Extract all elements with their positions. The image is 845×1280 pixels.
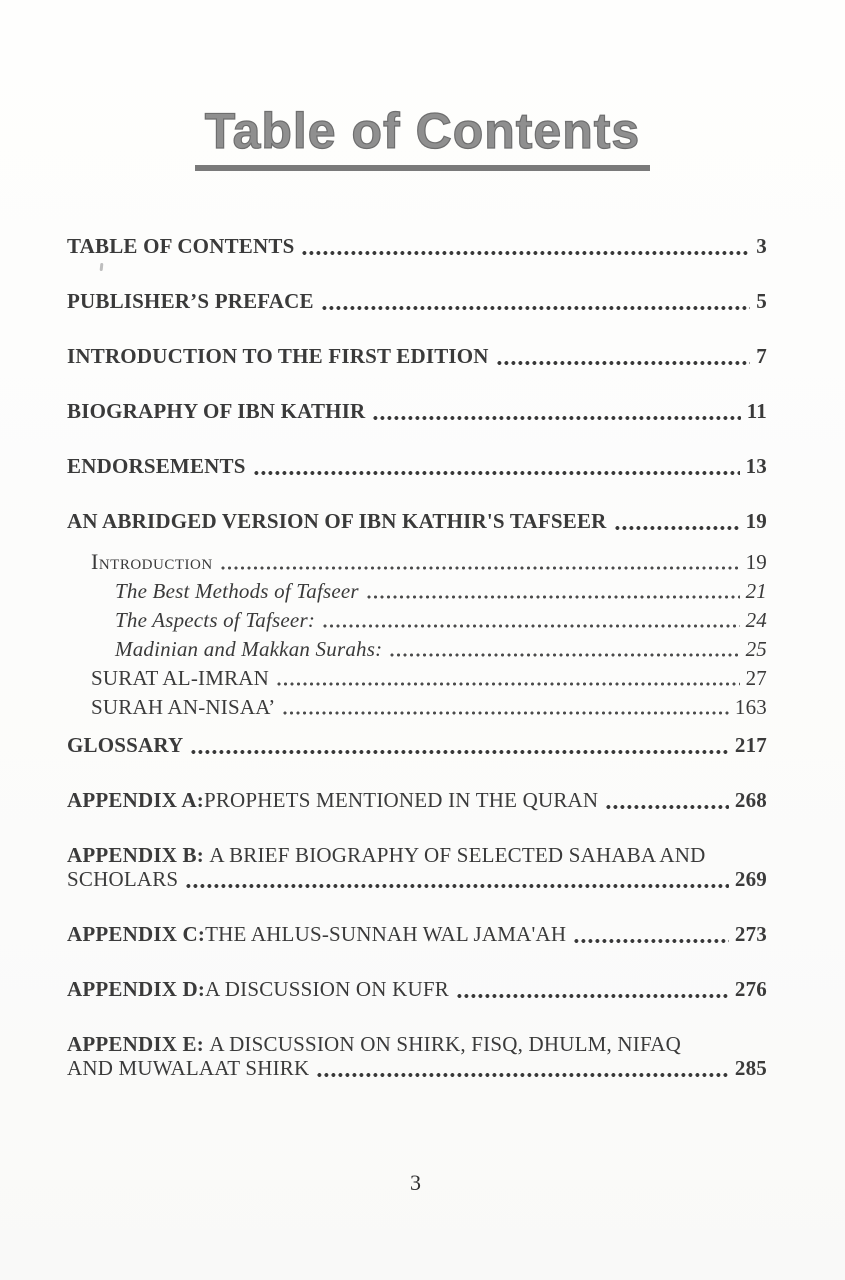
dot-leader	[221, 565, 740, 571]
toc-entry-line	[115, 579, 767, 603]
toc-entry	[67, 1032, 767, 1080]
toc-entry-label: ENDORSEMENTS	[67, 454, 246, 478]
toc-entry	[67, 344, 767, 368]
toc-entry-line	[67, 234, 767, 258]
toc-entry-label: AND MUWALAAT SHIRK	[67, 1056, 310, 1080]
toc-page-number: 163	[734, 695, 767, 719]
toc-entry-line	[115, 608, 767, 632]
toc-entry-label: SCHOLARS	[67, 867, 179, 891]
toc-entry	[115, 579, 767, 603]
toc-entry-label: The Aspects of Tafseer:	[115, 608, 316, 632]
toc-entry-label: BIOGRAPHY OF IBN KATHIR	[67, 399, 366, 423]
toc-entry-label: SURAH AN-NISAA’	[91, 695, 276, 719]
toc-entry-prefix: APPENDIX D:	[67, 977, 206, 1001]
toc-entry	[67, 399, 767, 423]
title-section	[0, 0, 845, 171]
toc-entry-label: GLOSSARY	[67, 733, 184, 757]
toc-entry-label: PROPHETS MENTIONED IN THE QURAN	[203, 788, 599, 812]
toc-page-number: 27	[745, 666, 767, 690]
dot-leader	[283, 710, 728, 716]
toc-entry-line	[91, 666, 767, 690]
toc-entry-line	[67, 344, 767, 368]
toc-entry-label: AN ABRIDGED VERSION OF IBN KATHIR'S TAFSEER	[67, 509, 607, 533]
dot-leader	[457, 993, 729, 999]
toc-page-number: 3	[756, 234, 767, 258]
toc-page-number: 11	[746, 399, 767, 423]
toc-entry-line	[67, 788, 767, 812]
dot-leader	[191, 749, 728, 755]
dot-leader	[186, 883, 729, 889]
toc-entry-label: PUBLISHER’S PREFACE	[67, 289, 314, 313]
toc-entry-prefix: APPENDIX A:	[67, 788, 204, 812]
dot-leader	[323, 623, 740, 629]
toc-entry-line2	[67, 867, 767, 891]
dot-leader	[367, 594, 740, 600]
toc-page-number: 5	[756, 289, 767, 313]
toc-entry	[67, 788, 767, 812]
toc-page-number: 25	[745, 637, 767, 661]
toc-entry-prefix: APPENDIX E:	[67, 1032, 204, 1056]
toc-page-number: 24	[745, 608, 767, 632]
page-number-footer: 3	[410, 1170, 421, 1195]
toc-entry-line	[67, 399, 767, 423]
toc-entry-line	[67, 922, 767, 946]
toc-entry-line	[67, 977, 767, 1001]
dot-leader	[322, 305, 751, 311]
toc-page-number: 21	[745, 579, 767, 603]
toc-entry	[91, 550, 767, 574]
toc-entry-prefix: APPENDIX C:	[67, 922, 206, 946]
toc-page-number: 13	[745, 454, 767, 478]
toc-entry-line	[67, 509, 767, 533]
toc-entry-line	[91, 550, 767, 574]
toc-entry-label: The Best Methods of Tafseer	[115, 579, 359, 603]
toc-page-number: 273	[734, 922, 767, 946]
dot-leader	[317, 1072, 729, 1078]
toc-entry-line2	[67, 1056, 767, 1080]
dot-leader	[606, 804, 729, 810]
toc-entry	[67, 509, 767, 533]
toc-page-number: 276	[734, 977, 767, 1001]
toc-entry	[67, 289, 767, 313]
toc-entry	[67, 843, 767, 891]
toc-entry	[67, 454, 767, 478]
toc-entry	[115, 637, 767, 661]
toc-entry-line	[115, 637, 767, 661]
dot-leader	[373, 415, 740, 421]
toc-page-number: 268	[734, 788, 767, 812]
dot-leader	[574, 938, 729, 944]
dot-leader	[390, 652, 739, 658]
toc-entry-line1	[67, 1032, 767, 1056]
toc-entry	[67, 234, 767, 258]
toc-entry-label: A DISCUSSION ON KUFR	[205, 977, 449, 1001]
dot-leader	[302, 250, 750, 256]
toc-entry-line	[91, 695, 767, 719]
toc-list	[0, 171, 845, 1080]
toc-page-number: 285	[734, 1056, 767, 1080]
toc-entry	[115, 608, 767, 632]
toc-entry	[67, 922, 767, 946]
toc-entry-label: TABLE OF CONTENTS	[67, 234, 295, 258]
page-title: Table of Contents	[195, 102, 651, 171]
dot-leader	[497, 360, 751, 366]
toc-entry-line	[67, 733, 767, 757]
toc-entry-label: Introduction	[91, 549, 213, 574]
dot-leader	[254, 470, 740, 476]
toc-entry-label: A DISCUSSION ON SHIRK, FISQ, DHULM, NIFAQ	[209, 1032, 682, 1056]
toc-entry-line1	[67, 843, 767, 867]
toc-entry	[67, 977, 767, 1001]
toc-entry-label: Madinian and Makkan Surahs:	[115, 637, 383, 661]
toc-entry-line	[67, 454, 767, 478]
toc-entry	[91, 666, 767, 690]
toc-entry-label: A BRIEF BIOGRAPHY OF SELECTED SAHABA AND	[209, 843, 706, 867]
toc-entry-line	[67, 289, 767, 313]
toc-entry	[67, 733, 767, 757]
toc-entry-label: THE AHLUS-SUNNAH WAL JAMA'AH	[205, 922, 567, 946]
toc-page-number: 217	[734, 733, 767, 757]
toc-entry-prefix: APPENDIX B:	[67, 843, 204, 867]
toc-page-number: 269	[734, 867, 767, 891]
dot-leader	[277, 681, 740, 687]
toc-entry	[91, 695, 767, 719]
toc-page-number: 19	[745, 509, 767, 533]
toc-entry-label: SURAT AL-IMRAN	[91, 666, 270, 690]
toc-page-number: 19	[745, 550, 767, 574]
toc-page-number: 7	[756, 344, 767, 368]
dot-leader	[615, 525, 740, 531]
toc-entry-label: INTRODUCTION TO THE FIRST EDITION	[67, 344, 489, 368]
